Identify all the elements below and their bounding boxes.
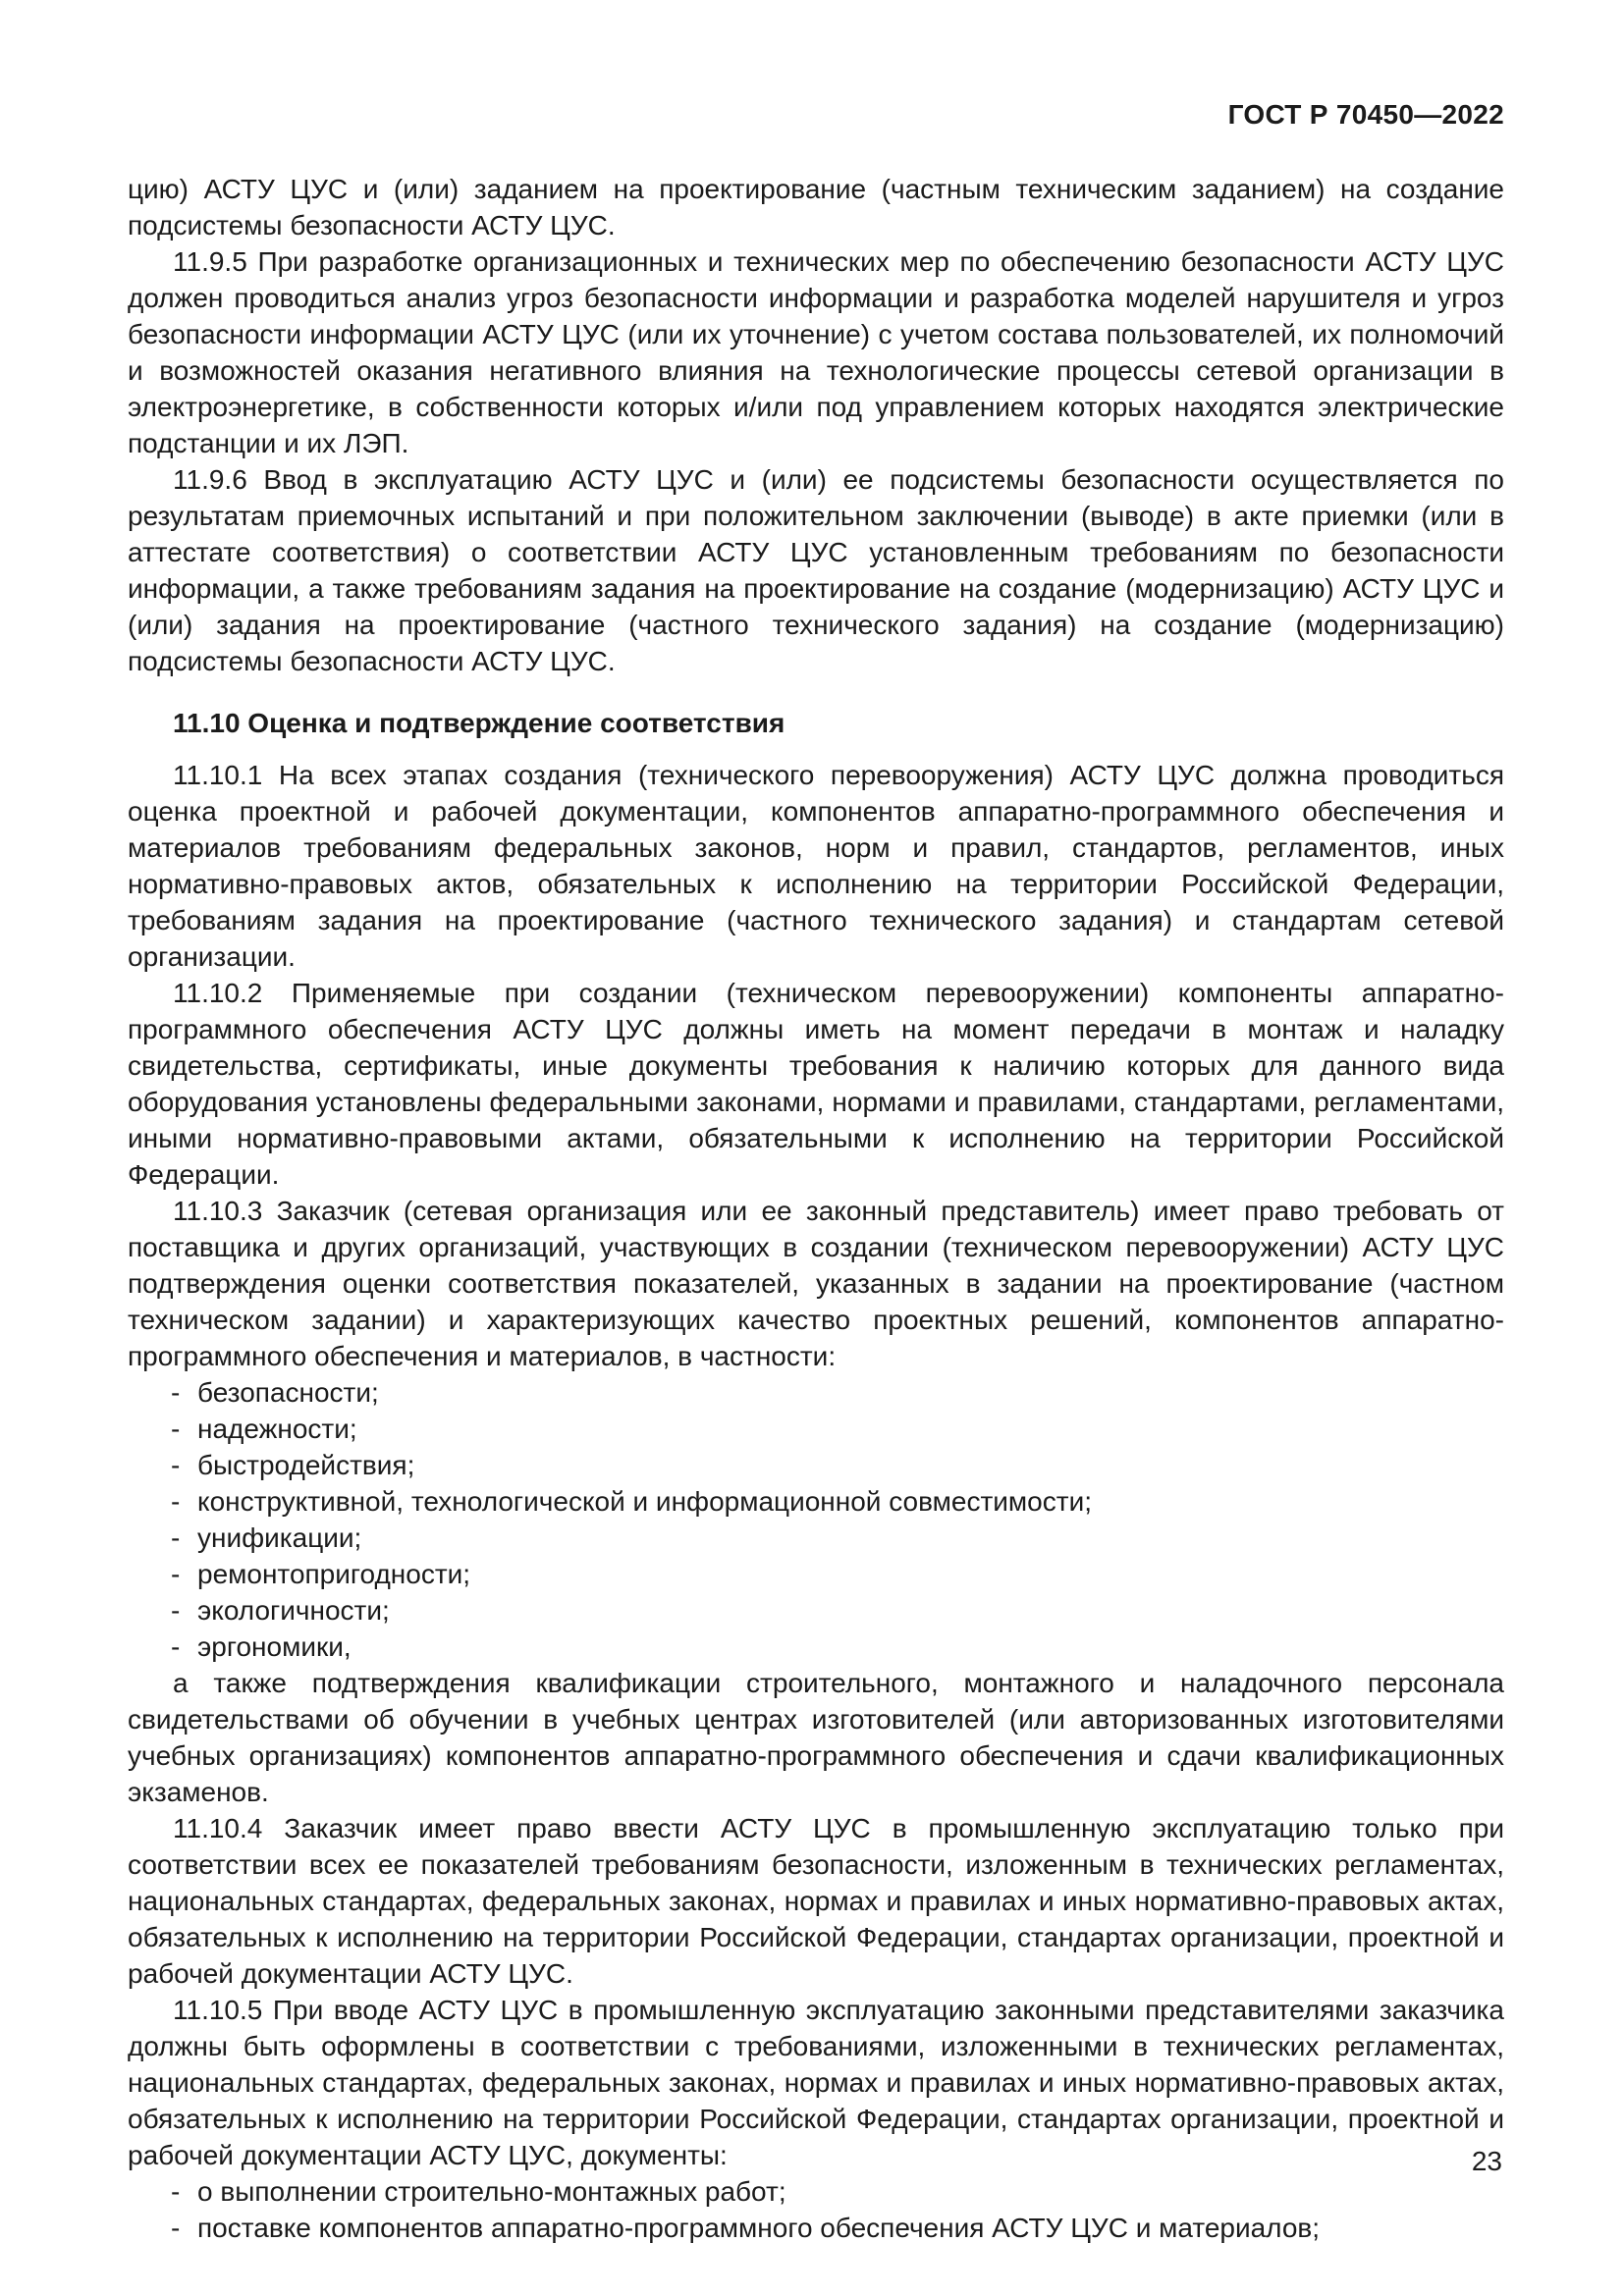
list-item-text: экологичности;	[197, 1595, 390, 1626]
list-item	[128, 1629, 1504, 1665]
paragraph: 11.9.5 При разработке организационных и технических мер по обеспечению безопасности АСТУ ЦУС должен проводиться анализ угроз безопасности информации и разработка моделей нарушителя и угроз безопасности информации АСТУ ЦУС (или их уточнение) с учетом состава пользователей, их полномочий и возможностей оказания негативного влияния на технологические процессы сетевой организации в электроэнергетике, в собственности которых и/или под управлением которых находятся электрические подстанции и их ЛЭП.	[128, 246, 1504, 458]
list-item	[128, 1411, 1504, 1447]
list-item	[128, 1556, 1504, 1592]
list-item-text: эргономики,	[197, 1631, 352, 1662]
list-item	[128, 1483, 1504, 1520]
list-marker: -	[171, 1522, 181, 1553]
list-item	[128, 1374, 1504, 1411]
paragraph: 11.9.6 Ввод в эксплуатацию АСТУ ЦУС и (или) ее подсистемы безопасности осуществляется по результатам приемочных испытаний и при положительном заключении (выводе) в акте приемки (или в аттестате соответствия) о соответствии АСТУ ЦУС установленным требованиям по безопасности информации, а также требованиям задания на проектирование на создание (модернизацию) АСТУ ЦУС и (или) задания на проектирование (частного технического задания) на создание (модернизацию) подсистемы безопасности АСТУ ЦУС.	[128, 464, 1504, 676]
list-marker: -	[171, 1486, 181, 1517]
document-code-header: ГОСТ Р 70450—2022	[1227, 99, 1504, 130]
list-marker: -	[171, 1595, 181, 1626]
list-item-text: унификации;	[197, 1522, 362, 1553]
list-marker: -	[171, 1414, 181, 1444]
paragraph: 11.10.1 На всех этапах создания (технического перевооружения) АСТУ ЦУС должна проводиться оценка проектной и рабочей документации, компонентов аппаратно-программного обеспечения и материалов требованиям федеральных законов, норм и правил, стандартов, регламентов, иных нормативно-правовых актов, обязательных к исполнению на территории Российской Федерации, требованиям задания на проектирование (частного технического задания) и стандартам сетевой организации.	[128, 760, 1504, 972]
list-item-text: ремонтопригодности;	[197, 1559, 471, 1589]
list-item-text: быстродействия;	[197, 1450, 415, 1480]
paragraph-continuation: цию) АСТУ ЦУС и (или) заданием на проектирование (частным техническим заданием) на создание подсистемы безопасности АСТУ ЦУС.	[128, 174, 1504, 240]
list-marker: -	[171, 1559, 181, 1589]
list-item	[128, 1592, 1504, 1629]
list-item-text: конструктивной, технологической и информационной совместимости;	[197, 1486, 1092, 1517]
list-item	[128, 1520, 1504, 1556]
list-item-text: поставке компонентов аппаратно-программного обеспечения АСТУ ЦУС и материалов;	[197, 2213, 1321, 2243]
list-item-text: надежности;	[197, 1414, 357, 1444]
list-item	[128, 1447, 1504, 1483]
list-item	[128, 2173, 1504, 2210]
section-heading-11-10: 11.10 Оценка и подтверждение соответствия	[173, 708, 785, 738]
paragraph: 11.10.2 Применяемые при создании (техническом перевооружении) компоненты аппаратно-программного обеспечения АСТУ ЦУС должны иметь на момент передачи в монтаж и наладку свидетельства, сертификаты, иные документы требования к наличию которых для данного вида оборудования установлены федеральными законами, нормами и правилами, стандартами, регламентами, иными нормативно-правовыми актами, обязательными к исполнению на территории Российской Федерации.	[128, 978, 1504, 1190]
paragraph: 11.10.3 Заказчик (сетевая организация или ее законный представитель) имеет право требовать от поставщика и других организаций, участвующих в создании (техническом перевооружении) АСТУ ЦУС подтверждения оценки соответствия показателей, указанных в задании на проектирование (частном техническом задании) и характеризующих качество проектных решений, компонентов аппаратно-программного обеспечения и материалов, в частности:	[128, 1196, 1504, 1371]
page-content	[128, 98, 1504, 2246]
list-marker: -	[171, 2213, 181, 2243]
paragraph: 11.10.4 Заказчик имеет право ввести АСТУ ЦУС в промышленную эксплуатацию только при соответствии всех ее показателей требованиям безопасности, изложенным в технических регламентах, национальных стандартах, федеральных законах, нормах и правилах и иных нормативно-правовых актах, обязательных к исполнению на территории Российской Федерации, стандартах организации, проектной и рабочей документации АСТУ ЦУС.	[128, 1813, 1504, 1989]
list-item	[128, 2210, 1504, 2246]
list-marker: -	[171, 1450, 181, 1480]
list-item-text: безопасности;	[197, 1377, 379, 1408]
list-marker: -	[171, 2176, 181, 2207]
list-item-text: о выполнении строительно-монтажных работ;	[197, 2176, 786, 2207]
list-marker: -	[171, 1377, 181, 1408]
list-marker: -	[171, 1631, 181, 1662]
paragraph: 11.10.5 При вводе АСТУ ЦУС в промышленную эксплуатацию законными представителями заказчика должны быть оформлены в соответствии с требованиями, изложенными в технических регламентах, национальных стандартах, федеральных законах, нормах и правилах и иных нормативно-правовых актах, обязательных к исполнению на территории Российской Федерации, стандартах организации, проектной и рабочей документации АСТУ ЦУС, документы:	[128, 1995, 1504, 2170]
page-number: 23	[1471, 2146, 1502, 2176]
paragraph: а также подтверждения квалификации строительного, монтажного и наладочного персонала свидетельствами об обучении в учебных центрах изготовителей (или авторизованных изготовителями учебных организациях) компонентов аппаратно-программного обеспечения и сдачи квалификационных экзаменов.	[128, 1668, 1504, 1807]
